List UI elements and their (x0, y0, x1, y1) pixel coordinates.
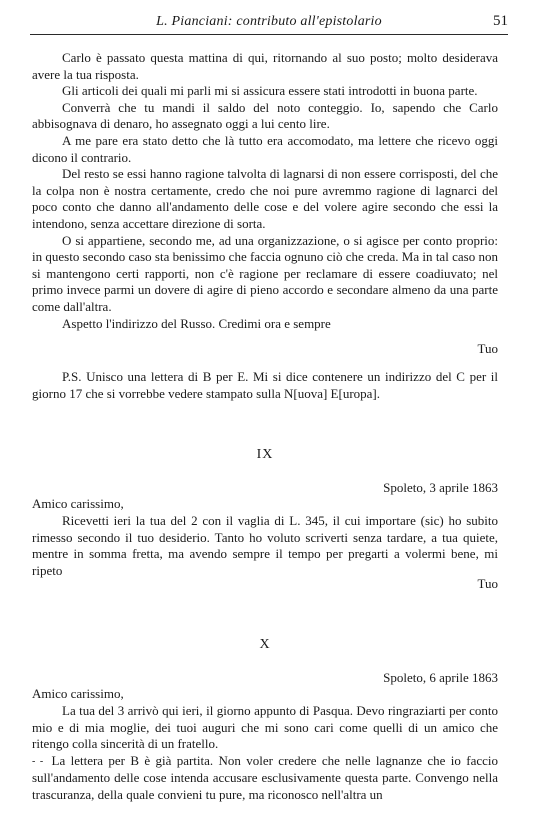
paragraph: La tua del 3 arrivò qui ieri, il giorno appunto di Pasqua. Devo ringraziarti per conto mio e di mia moglie, dei tuoi auguri che mi sono cari come quelli di un amico che ritengo colla sincerità di un fratello. (32, 703, 498, 752)
paragraph: Gli articoli dei quali mi parli mi si assicura essere stati introdotti in buona parte. (62, 83, 478, 99)
running-header (30, 12, 508, 35)
paragraph: Aspetto l'indirizzo del Russo. Credimi ora e sempre (62, 315, 331, 331)
paragraph (32, 753, 498, 804)
dateline: Spoleto, 6 aprile 1863 (383, 670, 498, 685)
letter-viii-body (32, 50, 498, 332)
paragraph: A me pare era stato detto che là tutto era accomodato, ma lettere che ricevo oggi dicono il contrario. (32, 132, 498, 165)
postscript: P.S. Unisco una lettera di B per E. Mi si dice contenere un indirizzo del C per il giorno 17 che si vorrebbe vedere stampato sulla N[uova] E[uropa]. (32, 369, 498, 401)
page-number: 51 (493, 13, 508, 29)
postscript-block (32, 369, 498, 402)
paragraph: Ricevetti ieri la tua del 2 con il vaglia di L. 345, il cui importare (sic) ho subito rimesso secondo il tuo desiderio. Tanto ho voluto scriverti senza tardare, a tua quiete, mentre in somma fretta, ma avendo sempre il tempo per pregarti a volermi bene, mi ripeto (32, 513, 498, 578)
signature: Tuo (477, 341, 498, 356)
paragraph-text: La lettera per B è già partita. Non voler credere che nelle lagnanze che io faccio sull'andamento delle cose intenda accusare esclusivamente questa parte. Convengo nella trascuranza, della quale convieni tu pure, ma riconosco nell'altra un (32, 752, 498, 802)
letter-ix-body (32, 513, 498, 579)
letter-x-body (32, 703, 498, 804)
letter-number: IX (256, 447, 274, 462)
letter-number: X (259, 637, 271, 652)
dateline: Spoleto, 3 aprile 1863 (383, 480, 498, 495)
salutation: Amico carissimo, (32, 686, 124, 701)
paragraph: Carlo è passato questa mattina di qui, ritornando al suo posto; molto desiderava avere la tua risposta. (32, 50, 498, 82)
signature: Tuo (477, 576, 498, 591)
paragraph: Del resto se essi hanno ragione talvolta di lagnarsi di non essere corrisposti, del che la colpa non è nostra certamente, credo che noi pure avremmo ragione di lagnarci del poco conto che danno all'andamento delle cose e del volere agire secondo che essi la intendono, senza accettare direzione di sorta. (32, 166, 498, 231)
salutation: Amico carissimo, (32, 496, 124, 511)
running-title: L. Pianciani: contributo all'epistolario (156, 14, 382, 29)
margin-mark: - - (32, 755, 45, 767)
paragraph: O si appartiene, secondo me, ad una organizzazione, o si agisce per conto proprio: in questo secondo caso sta benissimo che faccia ognuno ciò che creda. Ma in tal caso non si mantengono certi rapporti, non c'è ragione per reclamare di essere coadiuvato; nel primo invece parmi un dovere di agire di pieno accordo e secondare almeno da una parte come dall'altra. (32, 232, 498, 314)
paragraph: Converrà che tu mandi il saldo del noto conteggio. Io, sapendo che Carlo abbisognava di denaro, ho assegnato oggi a lui cento lire. (32, 99, 498, 132)
